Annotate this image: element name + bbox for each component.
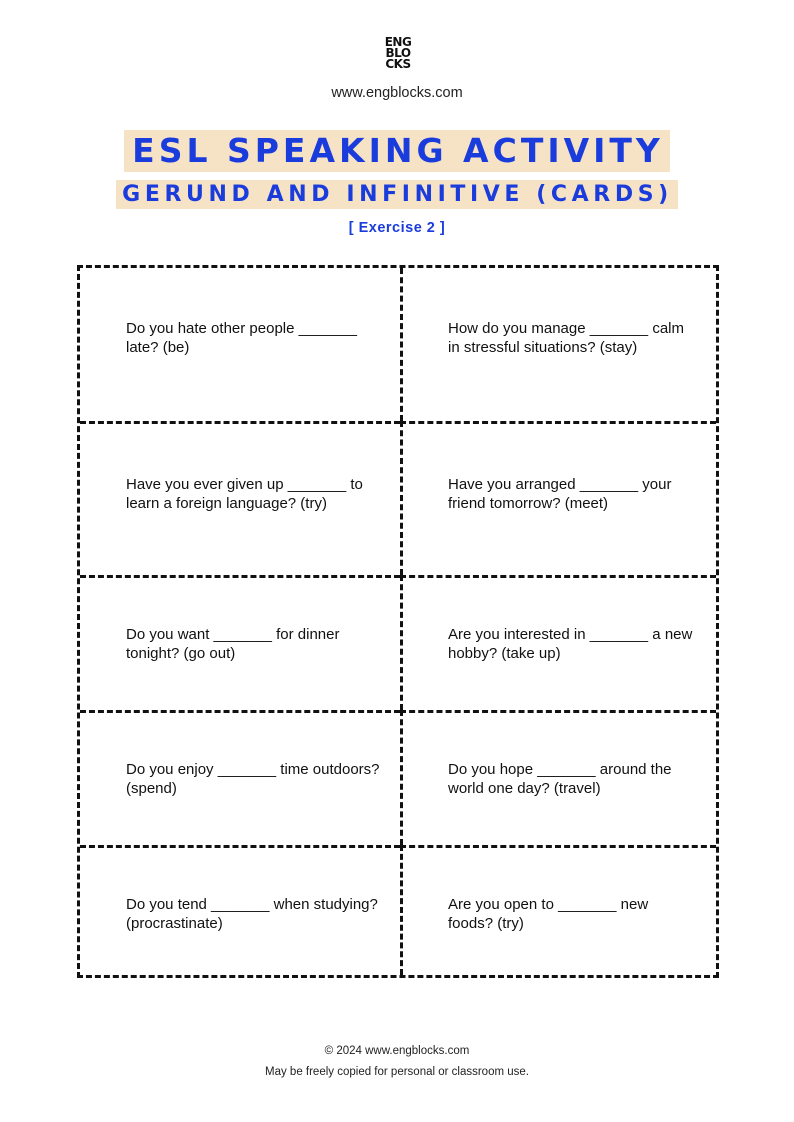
exercise-label: [ Exercise 2 ] (348, 220, 446, 236)
card-text: Do you tend _______ when studying? (procrastinate) (126, 896, 378, 932)
card (400, 268, 716, 421)
cards-grid (77, 265, 719, 978)
logo-line-3: CKS (385, 57, 411, 71)
card (80, 845, 400, 975)
footer-note: May be freely copied for personal or classroom use. (265, 1066, 529, 1078)
card-text: How do you manage _______ calm in stressful situations? (stay) (448, 320, 684, 356)
footer-copyright: © 2024 www.engblocks.com (324, 1045, 470, 1057)
title-block (0, 130, 794, 172)
page-subtitle: GERUND AND INFINITIVE (CARDS) (116, 180, 678, 209)
logo-line-1: ENG (384, 35, 412, 49)
card-text: Do you hope _______ around the world one day? (travel) (448, 761, 672, 797)
card (80, 268, 400, 421)
card (80, 710, 400, 845)
card (80, 421, 400, 575)
site-url: www.engblocks.com (331, 85, 463, 101)
card (80, 575, 400, 710)
logo-line-2: BLO (385, 46, 411, 60)
card (400, 421, 716, 575)
card (400, 575, 716, 710)
card-text: Have you ever given up _______ to learn a foreign language? (try) (126, 476, 363, 512)
card-text: Have you arranged _______ your friend tomorrow? (meet) (448, 476, 672, 512)
page-title: ESL SPEAKING ACTIVITY (124, 130, 670, 172)
card-text: Do you enjoy _______ time outdoors? (spend) (126, 761, 380, 797)
card-text: Are you open to _______ new foods? (try) (448, 896, 649, 932)
card-text: Are you interested in _______ a new hobby? (take up) (448, 626, 693, 662)
card (400, 845, 716, 975)
card-text: Do you hate other people _______ late? (be) (126, 320, 358, 356)
subtitle-block (0, 180, 794, 209)
engblocks-logo (382, 37, 414, 70)
card (400, 710, 716, 845)
card-text: Do you want _______ for dinner tonight? (go out) (126, 626, 340, 662)
exercise-block (0, 219, 794, 237)
